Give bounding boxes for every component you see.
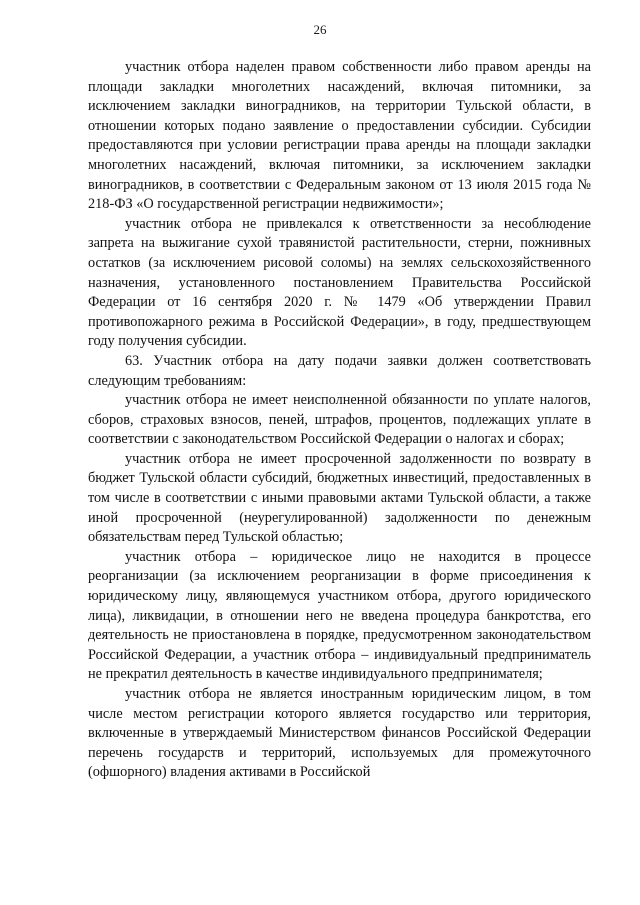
paragraph-no-reorganization: участник отбора – юридическое лицо не находится в процессе реорганизации (за исключением реорганизации в форме присоединения к юридическому лицу, являющемуся участником отбора, другого юридического лица), ликвидации, в отношении него не введена процедура банкротства, его деятельность не приостановлена в порядке, предусмотренном законодательством Российской Федерации, а участник отбора – индивидуальный предприниматель не прекратил деятельность в качестве индивидуального предпринимателя; [88, 548, 591, 683]
page-number: 26 [313, 22, 327, 37]
document-body [88, 58, 591, 783]
paragraph-no-overdue-debt: участник отбора не имеет просроченной задолженности по возврату в бюджет Тульской области субсидий, бюджетных инвестиций, предоставленных в том числе в соответствии с иными правовыми актами Тульской области, а также иной просроченной (неурегулированной) задолженности по денежным обязательствам перед Тульской областью; [88, 450, 591, 546]
paragraph-no-liability: участник отбора не привлекался к ответственности за несоблюдение запрета на выжигание сухой травянистой растительности, стерни, пожнивных остатков (за исключением рисовой соломы) на землях сельскохозяйственного назначения, установленного постановлением Правительства Российской Федерации от 16 сентября 2020 г. № 1479 «Об утверждении Правил противопожарного режима в Российской Федерации», в году, предшествующем году получения субсидии. [88, 215, 591, 350]
paragraph-not-foreign-entity: участник отбора не является иностранным юридическим лицом, в том числе местом регистрации которого является государство или территория, включенные в утверждаемый Министерством финансов Российской Федерации перечень государств и территорий, используемых для промежуточного (офшорного) владения активами в Российской [88, 686, 591, 781]
paragraph-ownership-right: участник отбора наделен правом собственности либо правом аренды на площади закладки многолетних насаждений, включая питомники, за исключением закладки виноградников, на территории Тульской области, в отношении которых подано заявление о предоставлении субсидии. Субсидии предоставляются при условии регистрации права аренды на площади закладки многолетних насаждений, включая питомники, за исключением закладки виноградников, в соответствии с Федеральным законом от 13 июля 2015 года № 218-ФЗ «О государственной регистрации недвижимости»; [88, 59, 591, 213]
paragraph-item-63: 63. Участник отбора на дату подачи заявки должен соответствовать следующим требованиям: [88, 352, 591, 389]
paragraph-no-tax-debt: участник отбора не имеет неисполненной обязанности по уплате налогов, сборов, страховых взносов, пеней, штрафов, процентов, подлежащих уплате в соответствии с законодательством Российской Федерации о налогах и сборах; [88, 392, 591, 448]
